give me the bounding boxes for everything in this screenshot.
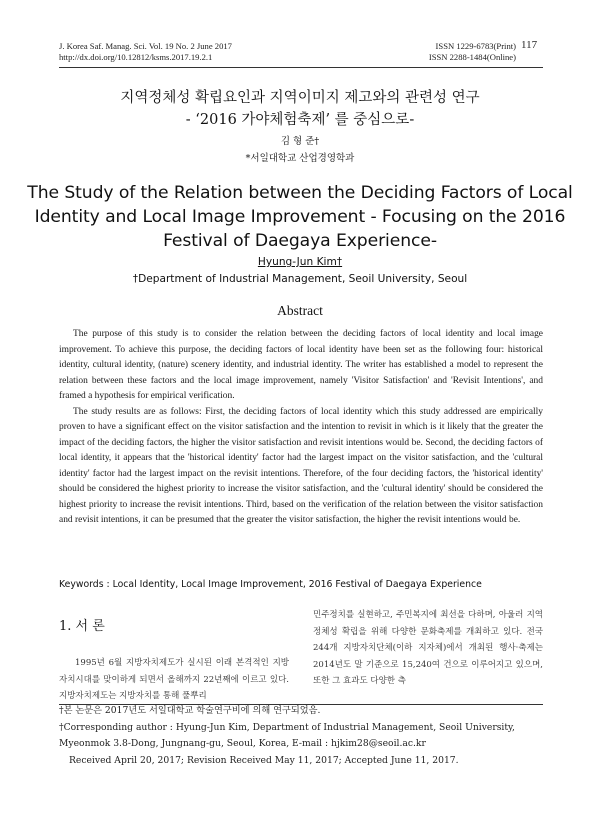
- footnotes: [59, 703, 543, 769]
- abstract-body: [59, 327, 543, 529]
- doi-link[interactable]: http://dx.doi.org/10.12812/ksms.2017.19.2.1: [59, 52, 213, 62]
- english-title-line3: Festival of Daegaya Experience-: [163, 231, 437, 251]
- issn-online: ISSN 2288-1484(Online): [428, 52, 516, 62]
- abstract-paragraph-1: The purpose of this study is to consider the relation between the deciding factors of local identity and local image improvement. To achieve this purpose, the deciding factors of local identity have been set as the following four: historical identity, cultural identity, (nature) scenery identity, and industrial identity. The writer has established a model to represent the relation between these factors and the local image improvement, namely 'Visitor Satisfaction' and 'Revisit Intentions', and framed a hypothesis for empirical verification.: [59, 329, 543, 401]
- abstract-heading: Abstract: [277, 303, 323, 318]
- corresponding-author-note: †Corresponding author : Hyung-Jun Kim, Department of Industrial Management, Seoil University, Myeonmok 3.8-Dong, Jungnang-gu, Seoul, Korea, E-mail : hjkim28@seoil.ac.kr: [59, 721, 515, 750]
- abstract-paragraph-2: The study results are as follows: First, the deciding factors of local identity which this study addressed are empirically proven to have a significant effect on the visitor satisfaction and the intention to revisit in which is it likely that the greater the impact of the deciding factors, the higher the visitor satisfaction and revisit intentions would be. Second, the deciding factors of local identity, it appears that the 'historical identity' factor had the largest impact on the visitor satisfaction, and the 'cultural identity' factor had the largest impact on the revisit intentions. Therefore, of the four deciding factors, the 'historical identity' should be considered the highest priority to increase the visitor satisfaction, and the 'cultural identity' should be considered the highest priority to increase the revisit intentions. Third, based on the verification of the relation between the visitor satisfaction and revisit intentions, it can be presumed that the greater the visitor satisfaction, the higher the revisit intentions would be.: [59, 406, 543, 525]
- received-dates: Received April 20, 2017; Revision Received May 11, 2017; Accepted June 11, 2017.: [69, 754, 459, 766]
- korean-affiliation: *서일대학교 산업경영학과: [245, 153, 355, 164]
- page-number: 117: [521, 39, 538, 51]
- korean-author: 김 형 준†: [280, 136, 320, 147]
- english-title-line2: Identity and Local Image Improvement - Focusing on the 2016: [34, 207, 566, 227]
- korean-title-line2: - ‘2016 가야체험축제’ 를 중심으로-: [185, 112, 415, 128]
- section-heading-introduction: 1. 서 론: [59, 619, 105, 634]
- keywords: Keywords : Local Identity, Local Image Improvement, 2016 Festival of Daegaya Experience: [59, 579, 482, 590]
- body-column-right: [313, 607, 543, 690]
- right-column-text: 민주정치를 실현하고, 주민복지에 최선을 다하며, 아울러 지역정체성 확립을 위해 다양한 문화축제를 개최하고 있다. 전국 244개 지방자치단체(이하 지자체)에서 개최된 행사·축제는 2014년도 말 기준으로 15,240여 건으로 이루어지고 있으며, 또한 그 효과도 다양한 측: [313, 610, 543, 686]
- issn-print: ISSN 1229-6783(Print): [435, 41, 516, 51]
- funding-note: †본 논문은 2017년도 서일대학교 학술연구비에 의해 연구되었음.: [59, 705, 321, 716]
- english-title-line1: The Study of the Relation between the Deciding Factors of Local: [27, 183, 573, 203]
- english-author: Hyung-Jun Kim†: [257, 256, 343, 268]
- journal-citation: J. Korea Saf. Manag. Sci. Vol. 19 No. 2 June 2017: [59, 41, 232, 51]
- header-rule: [59, 67, 543, 68]
- body-column-left: [59, 655, 289, 705]
- left-column-text: 1995년 6월 지방자치제도가 실시된 이래 본격적인 지방자치시대를 맞이하게 되면서 올해까지 22년째에 이르고 있다. 지방자치제도는 지방자치를 통해 풀뿌리: [59, 658, 289, 701]
- korean-title-line1: 지역정체성 확립요인과 지역이미지 제고와의 관련성 연구: [120, 90, 480, 106]
- english-affiliation: †Department of Industrial Management, Seoil University, Seoul: [132, 273, 468, 285]
